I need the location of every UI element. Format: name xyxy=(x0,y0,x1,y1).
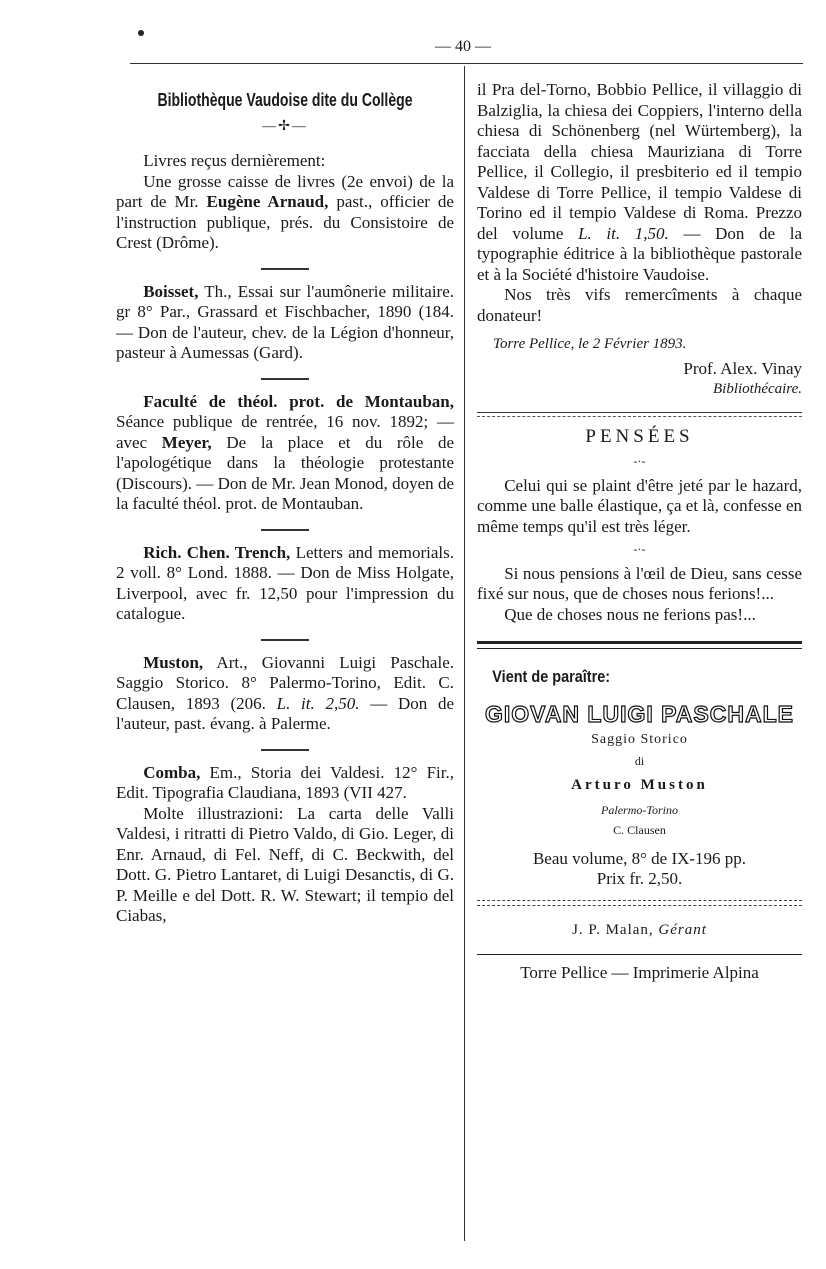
separator xyxy=(261,529,309,531)
intro-text: Livres reçus dernièrement: xyxy=(143,151,326,170)
advert-rule xyxy=(477,641,802,649)
right-column xyxy=(477,80,802,984)
signature-name: Prof. Alex. Vinay xyxy=(683,358,802,378)
title-ornament: —✢— xyxy=(262,118,308,134)
printer-footer: Torre Pellice — Imprimerie Alpina xyxy=(520,963,759,982)
entry-boisset: Boisset, Th., Essai sur l'aumônerie militaire. gr 8° Par., Grassard et Fischbacher, 1890 (184. — Don de l'auteur, chev. de la Légion d'honneur, pasteur à Aumessas (Gard). xyxy=(116,281,454,362)
thanks-text: Nos très vifs remercîments à chaque donateur! xyxy=(477,285,802,325)
entry-arnaud: Une grosse caisse de livres (2e envoi) de la part de Mr. Eugène Arnaud, past., officier de l'instruction publique, prés. du Consistoire de Crest (Drôme). xyxy=(116,171,454,252)
pensee-1: Celui qui se plaint d'être jeté par le hazard, comme une balle élastique, ça et là, confesse en même temps qu'il est très léger. xyxy=(477,475,802,536)
advert-di: di xyxy=(634,753,645,768)
entry-comba-illustrations: Molte illustrazioni: La carta delle Valli Valdesi, i ritratti di Pietro Valdo, di Gio. Leger, di Enr. Arnaud, di Fel. Neff, di C. Beckwith, del Dott. G. Pietro Lantaret, di Luigi Desanctis, di G. P. Meille e del Dott. R. W. Stewart; il tempio del Ciabas, xyxy=(116,803,454,925)
advert-intro: Vient de paraître: xyxy=(492,667,611,686)
section-rule xyxy=(477,412,802,417)
advert-place: Palermo-Torino xyxy=(601,802,678,817)
column-rule xyxy=(464,66,465,1241)
pensee-2: Si nous pensions à l'œil de Dieu, sans cesse fixé sur nous, que de choses nous ferions!... xyxy=(477,563,802,603)
ink-dot xyxy=(138,30,144,36)
left-column xyxy=(116,80,454,927)
advert-price: Prix fr. 2,50. xyxy=(596,869,683,888)
pensee-ornament: -·- xyxy=(633,542,646,556)
gerant-line: J. P. Malan, Gérant xyxy=(572,921,707,938)
gerant-rule xyxy=(477,900,802,906)
separator xyxy=(261,639,309,641)
pensee-3: Que de choses nous ne ferions pas!... xyxy=(504,604,756,624)
separator xyxy=(261,378,309,380)
separator xyxy=(261,749,309,751)
entry-muston: Muston, Art., Giovanni Luigi Paschale. Saggio Storico. 8° Palermo-Torino, Edit. C. Clausen, 1893 (206. L. it. 2,50. — Don de l'auteur, past. évang. à Palerme. xyxy=(116,652,454,733)
advert-title: GIOVAN LUIGI PASCHALE xyxy=(485,700,794,727)
advert-volume: Beau volume, 8° de IX-196 pp. xyxy=(532,848,747,868)
pensees-ornament: -·- xyxy=(633,454,646,468)
signature-date: Torre Pellice, le 2 Février 1893. xyxy=(493,336,687,352)
footer-rule xyxy=(477,954,802,955)
top-rule xyxy=(130,63,803,64)
page-number: — 40 — xyxy=(435,38,491,55)
pensees-heading: PENSÉES xyxy=(585,425,694,447)
advert-author: Arturo Muston xyxy=(571,777,708,793)
signature-role: Bibliothécaire. xyxy=(712,381,802,397)
advert-publisher: C. Clausen xyxy=(613,823,666,837)
entry-montauban: Faculté de théol. prot. de Montauban, Séance publique de rentrée, 16 nov. 1892; — avec Meyer, De la place et du rôle de l'apologétique dans la théologie protestante (Discours). — Don de Mr. Jean Monod, doyen de la faculté théol. prot. de Montauban. xyxy=(116,391,454,513)
continued-text: il Pra del-Torno, Bobbio Pellice, il villaggio di Balziglia, la chiesa dei Coppiers, l'interno della chiesa di Schönenberg (nel Würtemberg), la facciata della chiesa Mauriziana di Torre Pellice, il Collegio, il presbiterio ed il tempio Valdese di Torre Pellice, il tempio Valdese di Torino ed il tempio Valdese di Roma. Prezzo del volume L. it. 1,50. — Don de la typographie éditrice à la bibliothèque pastorale et à la Société d'histoire Vaudoise. xyxy=(477,80,803,284)
separator xyxy=(261,268,309,270)
library-title: Bibliothèque Vaudoise dite du Collège xyxy=(157,90,413,110)
entry-comba: Comba, Em., Storia dei Valdesi. 12° Fir., Edit. Tipografia Claudiana, 1893 (VII 427. xyxy=(116,762,454,802)
advert-subtitle: Saggio Storico xyxy=(591,732,688,747)
entry-trench: Rich. Chen. Trench, Letters and memorials. 2 voll. 8° Lond. 1888. — Don de Miss Holgate, Liverpool, avec fr. 12,50 pour l'impression du catalogue. xyxy=(116,542,454,623)
